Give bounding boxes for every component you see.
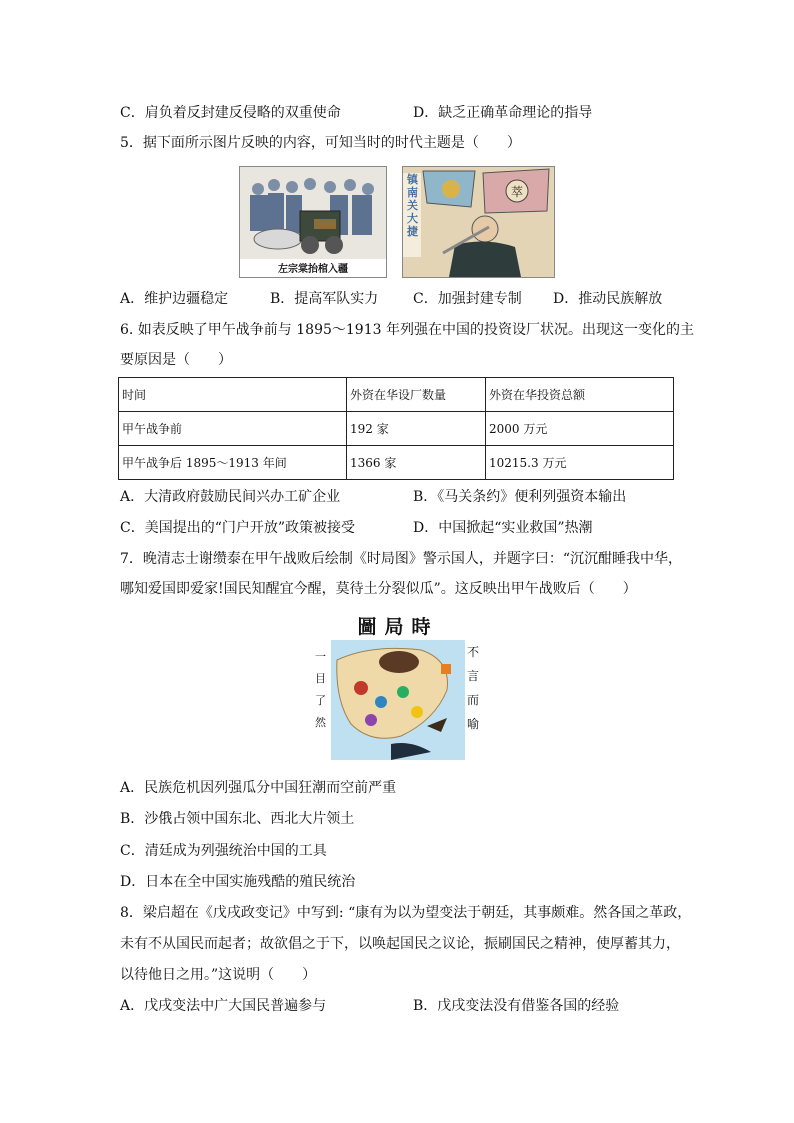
table-cell: 1366 家 xyxy=(347,446,486,480)
q8-stem-line1: 8．梁启超在《戊戌政变记》中写到: “康有为以为望变法于朝廷，其事颇难。然各国之革政， xyxy=(120,905,692,921)
q4-option-c: C．肩负着反封建反侵略的双重使命 xyxy=(120,105,341,121)
q5-picture-zuo-zongtang xyxy=(239,166,387,278)
q5-picture2-caption: 镇南关大捷 xyxy=(407,173,418,238)
svg-text:萃: 萃 xyxy=(510,185,524,199)
q7-shiju-map xyxy=(313,610,483,762)
q6-option-d: D．中国掀起“实业救国”热潮 xyxy=(413,520,593,536)
q6-stem-line1: 6. 如表反映了甲午战争前与 1895～1913 年列强在中国的投资设厂状况。出现这一变化的主 xyxy=(120,322,694,338)
q7-option-a: A．民族危机因列强瓜分中国狂潮而空前严重 xyxy=(120,780,397,796)
q5-option-a: A．维护边疆稳定 xyxy=(120,291,229,307)
q6-option-c: C．美国提出的“门户开放”政策被接受 xyxy=(120,520,356,536)
q6-option-a: A．大清政府鼓励民间兴办工矿企业 xyxy=(120,489,341,505)
map-title: 圖局時 xyxy=(357,616,439,638)
table-header-row xyxy=(119,378,674,412)
q5-stem: 5．据下面所示图片反映的内容，可知当时的时代主题是（ ） xyxy=(120,135,521,151)
q6-stem-line2: 要原因是（ ） xyxy=(120,352,232,368)
q8-stem-line2: 未有不从国民而起者；故欲倡之于下，以唤起国民之议论，振刷国民之精神，使厚蓄其力， xyxy=(120,936,680,952)
q8-option-b: B．戊戌变法没有借鉴各国的经验 xyxy=(413,998,620,1014)
q7-option-d: D．日本在全中国实施残酷的殖民统治 xyxy=(120,874,356,890)
q7-option-b: B．沙俄占领中国东北、西北大片领土 xyxy=(120,811,355,827)
table-header-cell: 时间 xyxy=(119,378,347,412)
zhennanguan-illustration xyxy=(403,167,554,277)
table-row xyxy=(119,412,674,446)
table-cell: 192 家 xyxy=(347,412,486,446)
q5-option-d: D．推动民族解放 xyxy=(553,291,663,307)
q8-option-a: A．戊戌变法中广大国民普遍参与 xyxy=(120,998,327,1014)
q5-picture-zhennanguan xyxy=(402,166,555,278)
table-cell: 甲午战争后 1895～1913 年间 xyxy=(119,446,347,480)
table-cell: 10215.3 万元 xyxy=(486,446,674,480)
q5-option-c: C．加强封建专制 xyxy=(413,291,522,307)
q6-option-b: B．《马关条约》便利列强资本输出 xyxy=(413,489,627,505)
q7-option-c: C．清廷成为列强统治中国的工具 xyxy=(120,843,327,859)
table-header-cell: 外资在华投资总额 xyxy=(486,378,674,412)
table-header-cell: 外资在华设厂数量 xyxy=(347,378,486,412)
shiju-map-illustration xyxy=(331,640,465,760)
q5-picture1-caption: 左宗棠抬棺入疆 xyxy=(278,264,348,275)
q7-stem-line2: 哪知爱国即爱家!国民知醒宜今醒，莫待土分裂似瓜”。这反映出甲午战败后（ ） xyxy=(120,581,637,597)
table-row xyxy=(119,446,674,480)
q4-option-d: D．缺乏正确革命理论的指导 xyxy=(413,105,593,121)
map-left-caption: 一目了然 xyxy=(315,650,326,729)
q7-stem-line1: 7．晚清志士谢缵泰在甲午战败后绘制《时局图》警示国人，并题字曰：“沉沉酣睡我中华， xyxy=(120,551,683,567)
table-cell: 甲午战争前 xyxy=(119,412,347,446)
table-cell: 2000 万元 xyxy=(486,412,674,446)
q8-stem-line3: 以待他日之用。”这说明（ ） xyxy=(120,967,317,983)
map-right-caption: 不言而喻 xyxy=(467,645,480,731)
q6-investment-table xyxy=(118,377,674,480)
q5-option-b: B．提高军队实力 xyxy=(270,291,379,307)
